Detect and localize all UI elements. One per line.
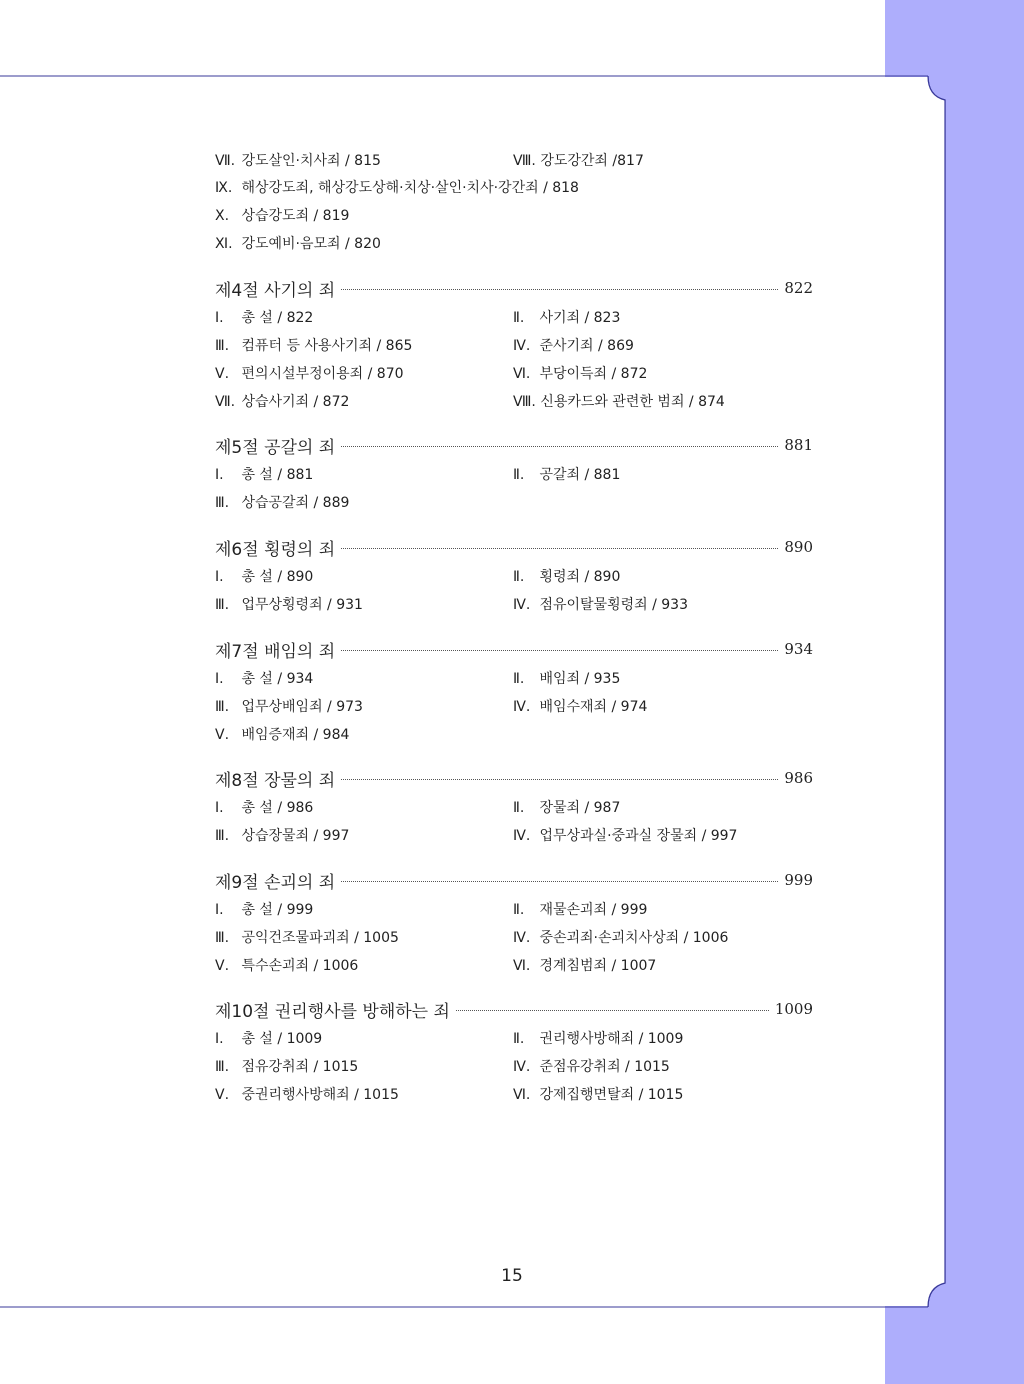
toc-entry [513, 336, 634, 356]
entry-numeral: Ⅸ. [215, 180, 233, 196]
entry-text: 상습강도죄 / 819 [237, 208, 350, 224]
entry-numeral: Ⅰ. [215, 671, 224, 687]
toc-row [215, 725, 815, 745]
entry-text: 업무상과실·중과실 장물죄 / 997 [535, 828, 738, 844]
toc-entry [215, 392, 349, 412]
entry-text: 총 설 / 1009 [237, 1031, 323, 1047]
entry-text: 총 설 / 881 [237, 467, 314, 483]
toc-row [215, 928, 815, 948]
section-title: 제7절 배임의 죄 [215, 641, 336, 662]
entry-text: 강도살인·치사죄 / 815 [237, 153, 381, 169]
toc-row [215, 178, 815, 198]
entry-numeral: Ⅹ. [215, 208, 230, 224]
section-page: 1009 [774, 1000, 813, 1018]
section-title: 제10절 권리행사를 방해하는 죄 [215, 1001, 450, 1022]
entry-text: 준점유강취죄 / 1015 [535, 1059, 670, 1075]
entry-text: 배임수재죄 / 974 [535, 699, 648, 715]
toc-entry [513, 669, 620, 689]
entry-text: 점유이탈물횡령죄 / 933 [535, 597, 688, 613]
entry-text: 총 설 / 999 [237, 902, 314, 918]
toc-entry [215, 1029, 322, 1049]
toc-entry [513, 465, 620, 485]
toc-row [215, 1029, 815, 1049]
toc-row [215, 1085, 815, 1105]
toc-entry [215, 956, 358, 976]
toc-entry [215, 826, 349, 846]
toc-row [215, 465, 815, 485]
entry-text: 강도예비·음모죄 / 820 [237, 236, 381, 252]
toc-entry [513, 798, 620, 818]
entry-text: 컴퓨터 등 사용사기죄 / 865 [237, 338, 413, 354]
entry-numeral: Ⅷ. [513, 153, 536, 169]
leader-dots [341, 547, 778, 549]
leader-dots [341, 649, 778, 651]
leader-dots [341, 288, 778, 290]
entry-numeral: Ⅲ. [215, 930, 230, 946]
entry-numeral: Ⅰ. [215, 800, 224, 816]
section-heading [215, 535, 813, 559]
toc-row [215, 151, 815, 171]
entry-numeral: Ⅷ. [513, 394, 536, 410]
toc-entry [215, 928, 399, 948]
toc-entry [215, 697, 363, 717]
toc-entry [215, 1085, 399, 1105]
entry-numeral: Ⅱ. [513, 800, 525, 816]
toc-row [215, 1057, 815, 1077]
section-title: 제4절 사기의 죄 [215, 280, 336, 301]
entry-text: 상습공갈죄 / 889 [237, 495, 350, 511]
leader-dots [341, 445, 778, 447]
entry-text: 해상강도죄, 해상강도상해·치상·살인·치사·강간죄 / 818 [237, 180, 579, 196]
entry-text: 사기죄 / 823 [535, 310, 621, 326]
entry-numeral: Ⅱ. [513, 569, 525, 585]
entry-text: 중권리행사방해죄 / 1015 [237, 1087, 399, 1103]
toc-row [215, 669, 815, 689]
entry-text: 배임증재죄 / 984 [237, 727, 350, 743]
entry-numeral: Ⅱ. [513, 467, 525, 483]
entry-text: 총 설 / 986 [237, 800, 314, 816]
entry-numeral: Ⅲ. [215, 338, 230, 354]
toc-entry [513, 826, 737, 846]
toc-row [215, 493, 815, 513]
toc-row [215, 900, 815, 920]
toc-entry [215, 465, 313, 485]
section-title: 제6절 횡령의 죄 [215, 539, 336, 560]
entry-text: 상습사기죄 / 872 [237, 394, 350, 410]
entry-numeral: Ⅰ. [215, 467, 224, 483]
entry-numeral: Ⅶ. [215, 394, 236, 410]
entry-numeral: Ⅳ. [513, 338, 531, 354]
toc-entry [513, 567, 620, 587]
entry-text: 특수손괴죄 / 1006 [237, 958, 359, 974]
toc-row [215, 595, 815, 615]
leader-dots [456, 1009, 769, 1011]
entry-numeral: Ⅲ. [215, 597, 230, 613]
toc-entry [513, 1029, 683, 1049]
entry-text: 재물손괴죄 / 999 [535, 902, 648, 918]
entry-numeral: Ⅰ. [215, 569, 224, 585]
entry-numeral: Ⅰ. [215, 310, 224, 326]
toc-row [215, 234, 815, 254]
toc-entry [513, 392, 725, 412]
section-heading [215, 637, 813, 661]
toc-entry [215, 364, 404, 384]
entry-numeral: Ⅶ. [215, 153, 236, 169]
entry-text: 총 설 / 890 [237, 569, 314, 585]
entry-text: 업무상배임죄 / 973 [237, 699, 363, 715]
section-page: 822 [784, 279, 813, 297]
section-title: 제9절 손괴의 죄 [215, 872, 336, 893]
toc-entry [513, 595, 688, 615]
entry-numeral: Ⅴ. [215, 727, 230, 743]
toc-entry [215, 178, 579, 198]
entry-text: 공갈죄 / 881 [535, 467, 621, 483]
entry-text: 경계침범죄 / 1007 [535, 958, 657, 974]
toc-entry [215, 206, 349, 226]
toc-entry [513, 900, 647, 920]
toc-entry [513, 151, 644, 171]
entry-text: 배임죄 / 935 [535, 671, 621, 687]
section-page: 999 [784, 871, 813, 889]
entry-numeral: Ⅳ. [513, 930, 531, 946]
entry-numeral: Ⅴ. [215, 958, 230, 974]
entry-numeral: Ⅲ. [215, 828, 230, 844]
section-heading [215, 276, 813, 300]
entry-text: 총 설 / 822 [237, 310, 314, 326]
leader-dots [341, 880, 778, 882]
entry-numeral: Ⅲ. [215, 495, 230, 511]
toc-entry [513, 928, 728, 948]
leader-dots [341, 778, 778, 780]
entry-text: 공익건조물파괴죄 / 1005 [237, 930, 399, 946]
entry-numeral: Ⅵ. [513, 1087, 531, 1103]
entry-text: 준사기죄 / 869 [535, 338, 634, 354]
toc-row [215, 826, 815, 846]
toc-entry [513, 956, 656, 976]
entry-text: 점유강취죄 / 1015 [237, 1059, 359, 1075]
section-page: 881 [784, 436, 813, 454]
section-page: 986 [784, 769, 813, 787]
toc-entry [215, 336, 412, 356]
toc-entry [215, 234, 381, 254]
entry-text: 신용카드와 관련한 범죄 / 874 [535, 394, 725, 410]
entry-numeral: Ⅵ. [513, 366, 531, 382]
toc-row [215, 364, 815, 384]
entry-text: 강도강간죄 /817 [535, 153, 644, 169]
entry-numeral: Ⅱ. [513, 671, 525, 687]
entry-numeral: Ⅰ. [215, 902, 224, 918]
entry-numeral: Ⅲ. [215, 699, 230, 715]
entry-text: 상습장물죄 / 997 [237, 828, 350, 844]
toc-entry [215, 493, 349, 513]
toc-entry [215, 151, 381, 171]
toc-entry [215, 798, 313, 818]
entry-text: 중손괴죄·손괴치사상죄 / 1006 [535, 930, 729, 946]
section-title: 제8절 장물의 죄 [215, 770, 336, 791]
toc-entry [513, 1085, 683, 1105]
entry-numeral: Ⅱ. [513, 902, 525, 918]
toc-row [215, 567, 815, 587]
entry-text: 부당이득죄 / 872 [535, 366, 648, 382]
entry-numeral: Ⅳ. [513, 699, 531, 715]
entry-text: 강제집행면탈죄 / 1015 [535, 1087, 684, 1103]
entry-text: 장물죄 / 987 [535, 800, 621, 816]
toc-row [215, 697, 815, 717]
toc-entry [215, 900, 313, 920]
entry-numeral: Ⅱ. [513, 1031, 525, 1047]
entry-text: 권리행사방해죄 / 1009 [535, 1031, 684, 1047]
toc-entry [513, 308, 620, 328]
toc-row [215, 392, 815, 412]
entry-numeral: Ⅰ. [215, 1031, 224, 1047]
toc-entry [513, 1057, 670, 1077]
entry-numeral: Ⅳ. [513, 1059, 531, 1075]
section-heading [215, 868, 813, 892]
section-page: 890 [784, 538, 813, 556]
toc-entry [513, 364, 647, 384]
toc-row [215, 206, 815, 226]
page-number: 15 [501, 1266, 523, 1286]
section-heading [215, 766, 813, 790]
section-page: 934 [784, 640, 813, 658]
entry-text: 업무상횡령죄 / 931 [237, 597, 363, 613]
section-title: 제5절 공갈의 죄 [215, 437, 336, 458]
toc-row [215, 308, 815, 328]
entry-numeral: Ⅱ. [513, 310, 525, 326]
entry-text: 횡령죄 / 890 [535, 569, 621, 585]
entry-numeral: Ⅳ. [513, 828, 531, 844]
toc-row [215, 336, 815, 356]
entry-text: 총 설 / 934 [237, 671, 314, 687]
toc-row [215, 798, 815, 818]
toc-entry [215, 308, 313, 328]
entry-text: 편의시설부정이용죄 / 870 [237, 366, 404, 382]
toc-entry [215, 595, 363, 615]
entry-numeral: Ⅵ. [513, 958, 531, 974]
toc-entry [513, 697, 647, 717]
entry-numeral: Ⅲ. [215, 1059, 230, 1075]
toc-entry [215, 669, 313, 689]
toc-entry [215, 567, 313, 587]
entry-numeral: Ⅳ. [513, 597, 531, 613]
toc-entry [215, 1057, 358, 1077]
section-heading [215, 433, 813, 457]
section-heading [215, 997, 813, 1021]
toc-row [215, 956, 815, 976]
entry-numeral: Ⅴ. [215, 366, 230, 382]
toc-entry [215, 725, 349, 745]
entry-numeral: Ⅺ. [215, 236, 233, 252]
entry-numeral: Ⅴ. [215, 1087, 230, 1103]
